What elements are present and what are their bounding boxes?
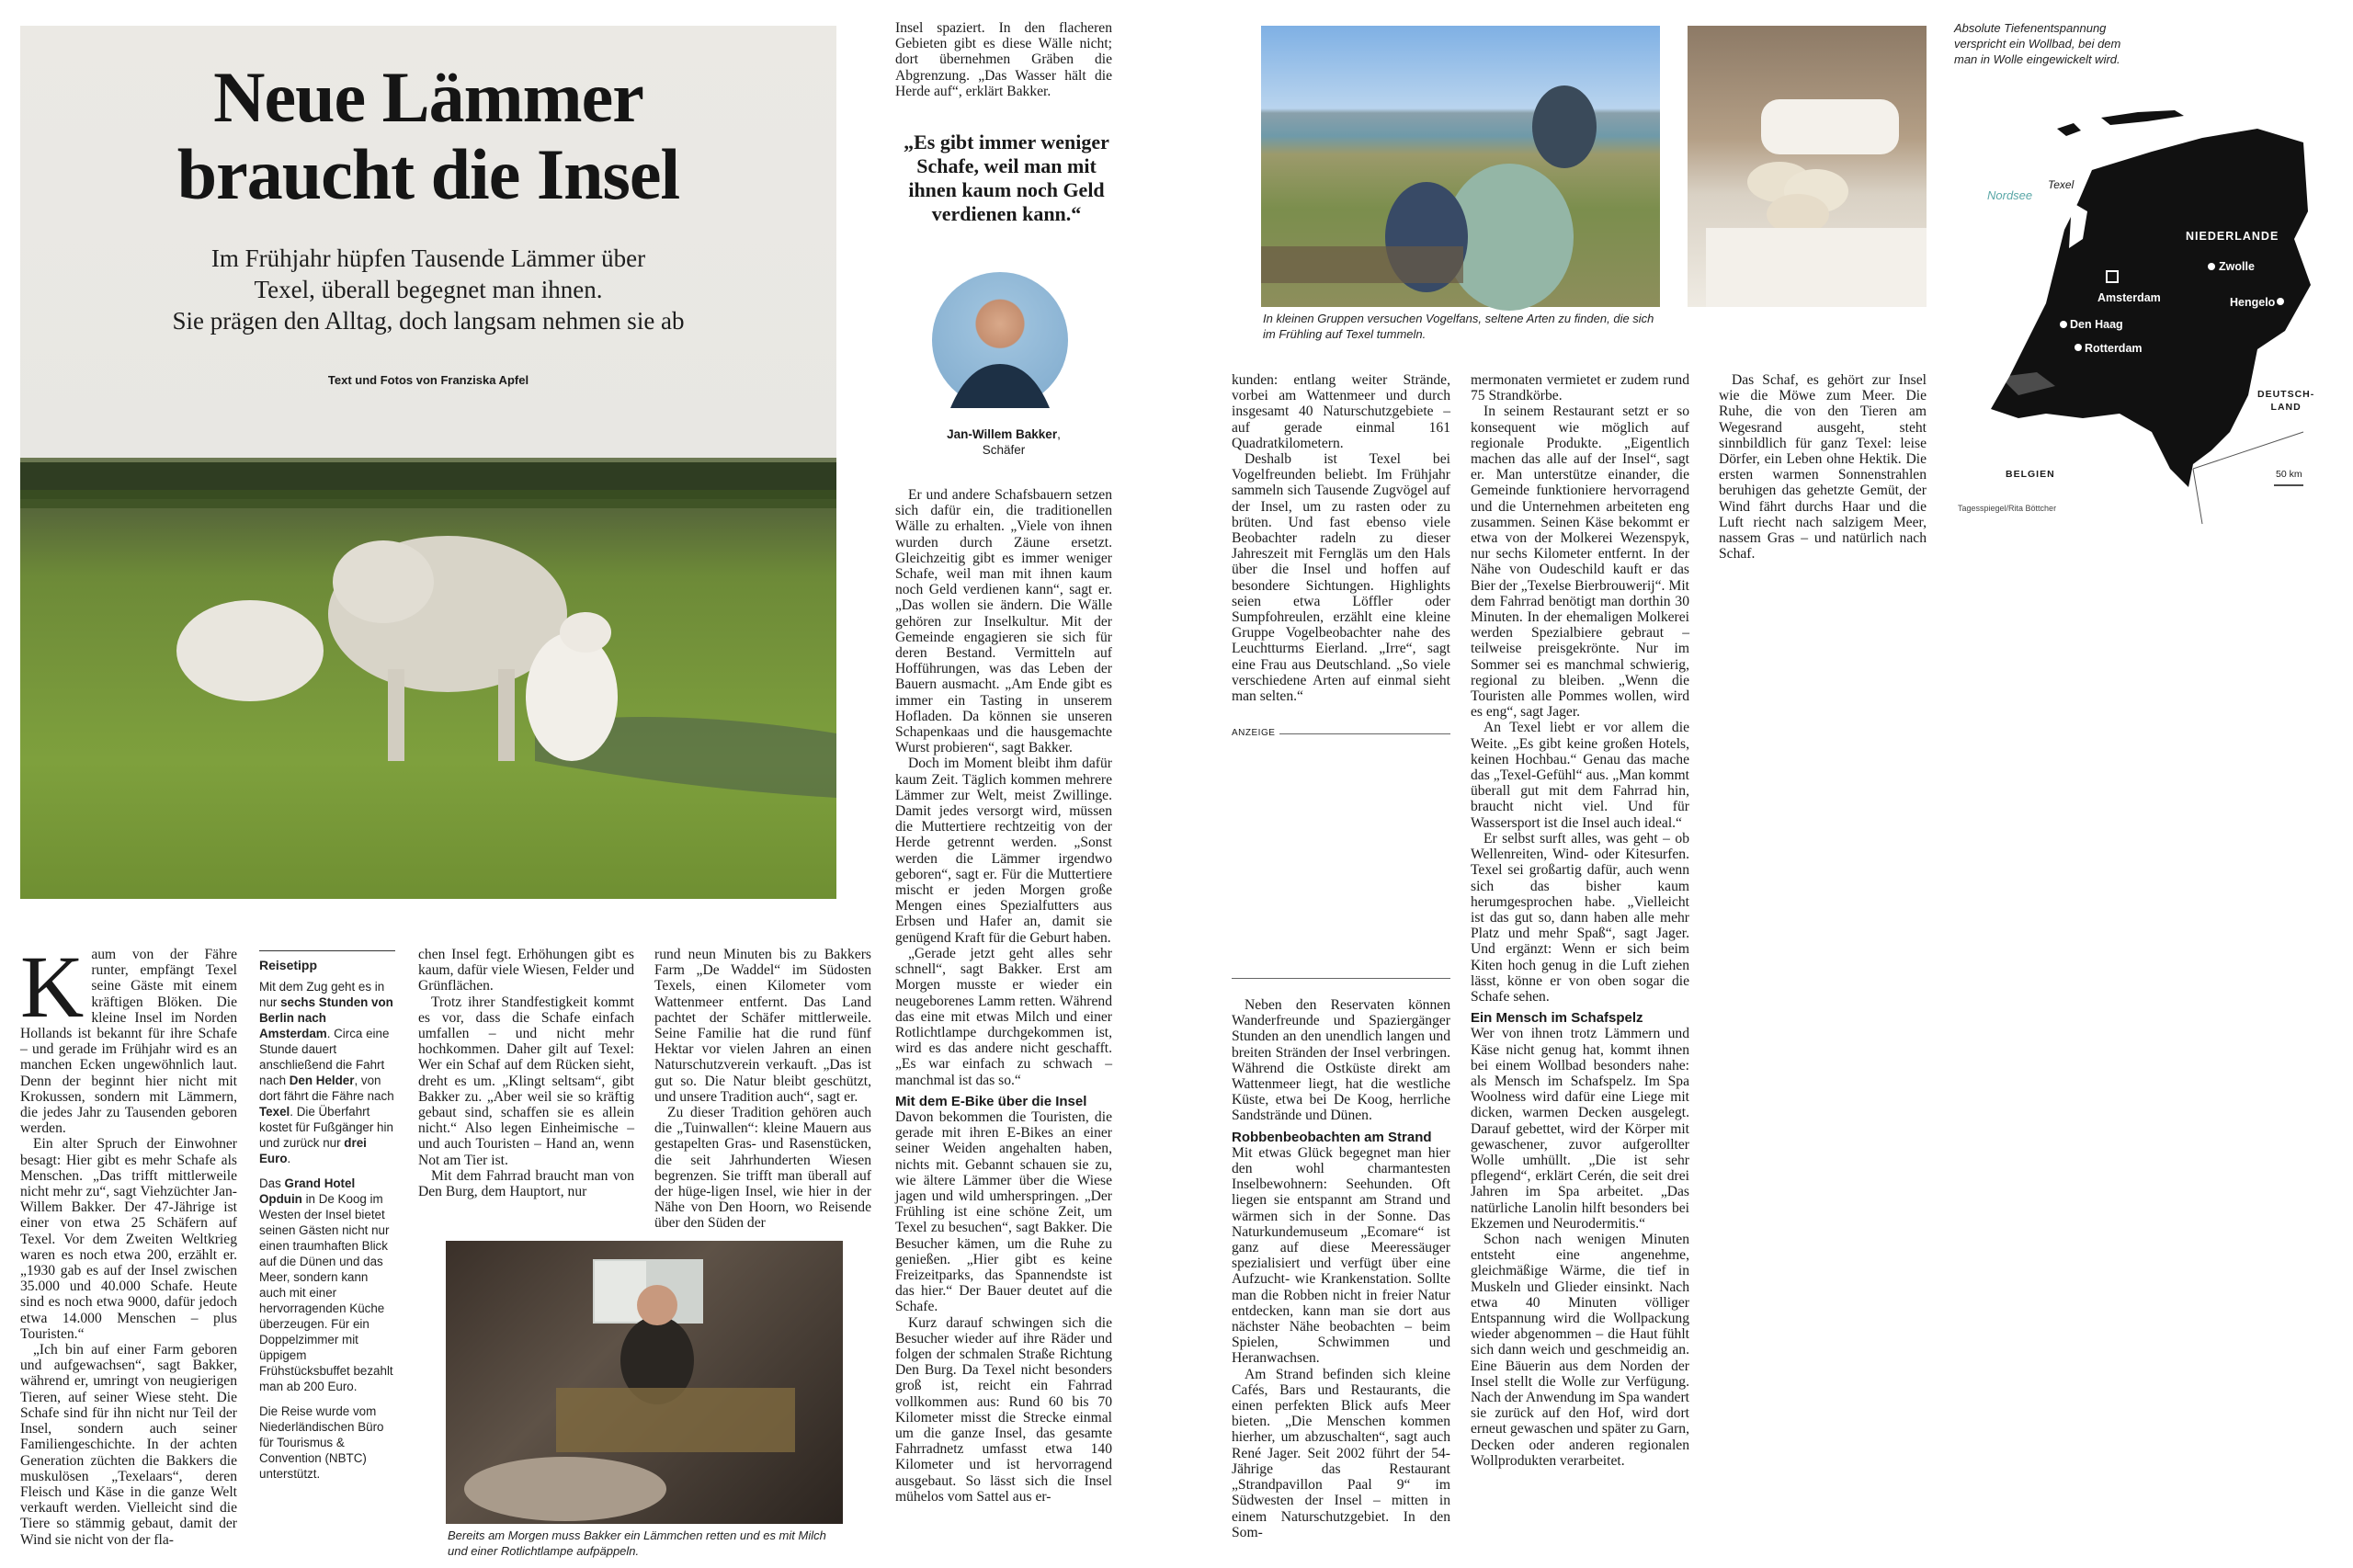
ad-label: ANZEIGE	[1232, 728, 1276, 738]
article-subtitle: Im Frühjahr hüpfen Tausende Lämmer über Texel, überall begegnet man ihnen. Sie prägen den Alltag, doch langsam nehmen sie ab	[172, 244, 685, 335]
paragraph: Doch im Moment bleibt ihm dafür kaum Zeit. Täglich kommen mehrere Lämmer zur Welt, meist Zwillinge. Damit jedes versorgt wird, müssen die Muttertiere rechtzeitig von der Herde getrennt werden. „Sonst werden die Lämmer irgendwo geboren“, sagt er. Für die Muttertiere mischt er jeden Morgen große Mengen eines Spezialfutters aus Erbsen und Hafer an, damit sie genügend Kraft für die Geburt haben.	[895, 756, 1112, 946]
paragraph: In seinem Restaurant setzt er so konsequent wie möglich auf regionale Produkte. „Eigentlich machen das alle auf der Insel“, sagt er. Man unterstütze einander, die Gemeinde funktioniere hervorragend und die Unternehmen arbeiteten eng zusammen. Seinen Käse bekommt er etwa von der Molkerei Wezenspyk, nur sechs Kilometer entfernt. In der Nähe von Oudeschild kauft er das Bier der „Texelse Bierbrouwerij“. Mit dem Fahrrad benötigt man dorthin 30 Minuten. In der ehemaligen Molkerei werden Spezialbiere gebraut – teilweise preisgekrönte. Nur im Sommer sei es manchmal schwierig, regional zu bleiben. „Wenn die Touristen alle Pommes wollen, wird es eng“, sagt Jager.	[1471, 403, 1689, 721]
infobox-title: Reisetipp	[259, 958, 318, 972]
paragraph: An Texel liebt er vor allem die Weite. „Es gibt keine großen Hotels, keinen Hochbau.“ Genau das mache das „Texel-Gefühl“ aus. „Man kommt überall gut mit dem Fahrrad hin, braucht nicht viel. Und für Wassersport ist die Insel auch ideal.“	[1471, 720, 1689, 831]
map-credit: Tagesspiegel/Rita Böttcher	[1958, 504, 2057, 513]
map-label-sea: Nordsee	[1987, 188, 2033, 202]
caption-spa: Absolute Tiefenentspannung verspricht ein Wollbad, bei dem man in Wolle eingewickelt wird.	[1954, 21, 2121, 66]
paragraph: mermonaten vermietet er zudem rund 75 Strandkörbe.	[1471, 372, 1689, 404]
text-column-6b	[1232, 997, 1450, 1562]
paragraph: Wer von ihnen trotz Lämmern und Käse nicht genug hat, kommt ihnen bei einem Wollbad besonders nahe: als Mensch im Schafspelz. Im Spa Woolness wird dafür eine Liege mit dicken, warmen Decken ausgelegt. Darauf gebettet, wird der Körper mit gewaschener, zuvor aufgerollter Wolle umhüllt. „Die ist sehr pflegend“, erklärt Cerén, die seit drei Jahren im Spa arbeitet. „Das natürliche Lanolin hilft besonders bei Ekzemen und Neurodermitis.“	[1471, 1026, 1689, 1232]
text-column-8	[1719, 372, 1927, 562]
text-column-5b	[895, 487, 1112, 1562]
paragraph: Deshalb ist Texel bei Vogelfreunden beliebt. Im Frühjahr sammeln sich Tausende Zugvögel auf der Insel, um zu rasten oder zu brüten. Und fast ebenso viele Beobachter radeln zu dieser Jahreszeit mit Ferngläs um den Hals über die Insel und hoffen auf besondere Sichtungen. Highlights seien etwa Löffler oder Sumpfohreulen, erzählt eine kleine Gruppe Vogelbeobachter nahe des Leuchtturms Eierland. „Irre“, sagt eine Frau aus Deutschland. „So viele verschiedene Arten auf einmal sieht man selten.“	[1232, 451, 1450, 705]
paragraph: Kurz darauf schwingen sich die Besucher wieder auf ihre Räder und folgen der schmalen Straße Richtung Den Burg. Da Texel nicht besonders groß ist, reicht ein Fahrrad vollkommen aus: Rund 60 bis 70 Kilometer misst die Strecke einmal um die ganze Insel, das gesamte Fahrradnetz umfasst etwa 140 Kilometer und ist hervorragend ausgebaut. So lässt sich die Insel mühelos vom Sattel aus er-	[895, 1314, 1112, 1505]
paragraph: chen Insel fegt. Erhöhungen gibt es kaum, dafür viele Wiesen, Felder und Grünflächen.	[418, 947, 634, 994]
paragraph: Zu dieser Tradition gehören auch die „Tuinwallen“: kleine Mauern aus gestapelten Gras- und Rasenstücken, die seit Jahrhunderten Wiesen begrenzen. Sie trifft man überall auf der hüge-ligen Insel, wie hier in der Nähe von Den Hoorn, wo Reisende über den Süden der	[654, 1105, 871, 1232]
map-label-texel: Texel	[2048, 178, 2075, 191]
map-label-belgium: BELGIEN	[2006, 469, 2055, 480]
paragraph: kunden: entlang weiter Strände, vorbei am Wattenmeer und durch insgesamt 40 Naturschutzgebiete – auf gerade einmal 161 Quadratkilometern.	[1232, 372, 1450, 451]
travel-tip-box: Reisetipp Mit dem Zug geht es in nur sechs Stunden von Berlin nach Amsterdam. Circa eine Stunde dauert anschließend die Fahrt nach Den Helder, von dort fährt die Fähre nach Texel. Die Überfahrt kostet für Fußgänger hin und zurück nur drei Euro. Das Grand Hotel Opduin in De Koog im Westen der Insel bietet seinen Gästen nicht nur einen traumhaften Blick auf die Dünen und das Meer, sondern kann auch mit einer hervorragenden Küche überzeugen. Für ein Doppelzimmer mit üppigem Frühstücksbuffet bezahlt man ab 200 Euro. Die Reise wurde vom Niederländischen Büro für Tourismus & Convention (NBTC) unterstützt.	[259, 958, 394, 1481]
paragraph: Das Schaf, es gehört zur Insel wie die Möwe zum Meer. Die Ruhe, die von den Tieren am Wegesrand ausgeht, steht sinnbildlich für ganz Texel: leise Dörfer, ein Leben ohne Hektik. Die ersten warmen Sonnenstrahlen beruhigen das gehetzte Gemüt, der Wind fährt durchs Haar und die Luft riecht nach salzigem Meer, nassem Gras – und natürlich nach Schaf.	[1719, 372, 1927, 562]
subheading-ebike: Mit dem E-Bike über die Insel	[895, 1093, 1087, 1109]
map-label-hengelo: Hengelo	[2230, 296, 2276, 309]
map-label-germany: DEUTSCH- LAND	[2257, 389, 2315, 413]
paragraph: „Gerade jetzt geht alles sehr schnell“, sagt Bakker. Erst am Morgen musste er wieder ein neugeborenes Lamm retten. Während das eine mit etwas Milch und einer Rotlichtlampe durchgekommen ist, wird es das andere nicht geschafft. „Es war einfach zu schwach – manchmal ist das so.“	[895, 945, 1112, 1088]
map-label-rotterdam: Rotterdam	[2085, 342, 2143, 355]
paragraph: Am Strand befinden sich kleine Cafés, Bars und Restaurants, die einen perfekten Blick aufs Meer bieten. „Die Menschen kommen hierher, um abzuschalten“, sagt auch René Jager. Seit 2002 führt der 54-Jährige das Restaurant „Strandpavillon Paal 9“ im Südwesten der Insel – mitten in einem Naturschutzgebiet. In den Som-	[1232, 1366, 1450, 1540]
map-scale: 50 km	[2276, 469, 2302, 480]
birders-photo	[1261, 26, 1660, 307]
author-credit: Text und Fotos von Franziska Apfel	[327, 373, 529, 387]
subheading-schafspelz: Ein Mensch im Schafspelz	[1471, 1010, 1643, 1027]
subheading-robben: Robbenbeobachten am Strand	[1232, 1129, 1432, 1145]
paragraph: Er und andere Schafsbauern setzen sich dafür ein, die traditionellen Wälle zu erhalten. „Viele von ihnen wurden durch Zäune ersetzt. Gleichzeitig gibt es immer weniger Schafe, weil man mit ihnen kaum noch Geld verdienen kann“, sagt er. „Das wollen sie ändern. Die Wälle gehören zur Inselkultur. Mit der Gemeinde engagieren sie sich für deren Bestand. Vermitteln auf Hofführungen, was das Leben der Bauern ausmacht. „Am Ende gibt es immer ein Tasting in unserem Hofladen. Da können sie unseren Schapenkaas und die hausgemachte Wurst probieren“, sagt Bakker.	[895, 487, 1112, 756]
paragraph: Insel spaziert. In den flacheren Gebieten gibt es diese Wälle nicht; dort übernehmen Gräben die Abgrenzung. „Das Wasser hält die Herde auf“, erklärt Bakker.	[895, 20, 1112, 99]
netherlands-map	[1954, 101, 2340, 524]
text-column-3	[418, 947, 634, 1222]
barn-photo-farmer	[446, 1241, 843, 1524]
paragraph: Er selbst surft alles, was geht – ob Wellenreiten, Wind- oder Kitesurfen. Texel sei großartig dafür, auch wenn sich das bisher kaum herumgesprochen habe. „Vielleicht ist das gut so, dann haben alle mehr Platz und mehr Spaß“, sagt Jager. Und ergänzt: Wenn er sich beim Kiten hoch genug in die Luft ziehen lässt, könne er von oben sogar die Schafe sehen.	[1471, 830, 1689, 1005]
paragraph: Ein alter Spruch der Einwohner besagt: Hier gibt es mehr Schafe als Menschen. „Das trifft mittlerweile nicht mehr zu“, sagt Viehzüchter Jan-Willem Bakker. Der 47-Jährige ist einer von etwa 25 Schäfern auf Texel. Vor dem Zweiten Weltkrieg waren es noch etwa 200, erzählt er. „1930 gab es auf der Insel zwischen 35.000 und 40.000 Schafe. Heute sind es noch etwa 9000, dafür jedoch etwa 14.000 Menschen – plus Touristen.“	[20, 1136, 237, 1342]
paragraph: Trotz ihrer Standfestigkeit kommt es vor, dass die Schafe einfach umfallen – und nicht mehr hochkommen. Daher gilt auf Texel: Wer ein Schaf auf dem Rücken sieht, dreht es um. „Klingt seltsam“, gibt Bakker zu. „Aber weil sie so kräftig gebaut sind, schaffen sie es allein nicht.“ Also legen Einheimische – und auch Touristen – Hand an, wenn Not am Tier ist.	[418, 994, 634, 1168]
text-column-1	[20, 937, 237, 1561]
map-label-country: NIEDERLANDE	[2186, 230, 2279, 243]
text-column-4	[654, 947, 871, 1232]
text-column-7	[1471, 372, 1689, 1562]
text-column-6	[1232, 372, 1450, 714]
paragraph: aum von der Fähre runter, empfängt Texel seine Gäste mit einem kräftigen Blöken. Die kleine Insel im Norden Hollands ist bekannt für ihre Schafe – und gerade im Frühjahr wird es an manchen Ecken ungewöhnlich laut. Denn der beginnt hier nicht mit Krokussen, sondern mit Lämmern, die jedes Jahr zu Tausenden geboren werden.	[20, 947, 237, 1137]
paragraph: Mit dem Fahrrad braucht man von Den Burg, dem Hauptort, nur	[418, 1167, 634, 1200]
paragraph: Schon nach wenigen Minuten entsteht eine angenehme, gleichmäßige Wärme, die tief in Muskeln und Glieder einsinkt. Nach etwa 40 Minuten völliger Entspannung wird die Wollpackung wieder abgenommen – die Haut fühlt sich dann weich und geschmeidig an. Eine Bäuerin aus dem Norden der Insel stellt die Wolle zur Verfügung. Nach der Anwendung im Spa wandert sie zurück auf den Hof, wird dort erneut gewaschen und später zu Garn, Decken oder anderen regionalen Wollprodukten verarbeitet.	[1471, 1231, 1689, 1469]
map-label-zwolle: Zwolle	[2219, 260, 2255, 273]
paragraph: „Ich bin auf einer Farm geboren und aufgewachsen“, sagt Bakker, während er, umringt von neugierigen Tieren, auf seiner Wiese steht. Die Schafe sind für ihn nicht nur Teil der Insel, sondern auch seiner Familiengeschichte. In der achten Generation züchten die Bakkers die muskulösen „Texelaars“, deren Fleisch und Käse in die ganze Welt verkauft werden. Vielleicht sind die Tiere so stämmig gebaut, damit der Wind sie nicht von der fla-	[20, 1342, 237, 1548]
portrait-caption: Jan-Willem Bakker, Schäfer	[947, 427, 1061, 457]
paragraph: rund neun Minuten bis zu Bakkers Farm „De Waddel“ im Südosten Texels, einen Kilometer vom Wattenmeer entfernt. Das Land pachtet der Schäfer mittlerweile. Seine Familie hat die rund fünf Hektar vor vielen Jahren an einen Naturschutzverein verkauft. „Das ist gut so. Die Natur bleibt geschützt, und unsere Tradition auch“, sagt er.	[654, 947, 871, 1105]
article-title: Neue Lämmer braucht die Insel	[176, 57, 680, 214]
map-label-amsterdam: Amsterdam	[2097, 291, 2161, 304]
caption-birders: In kleinen Gruppen versuchen Vogelfans, seltene Arten zu finden, die sich im Frühling auf Texel tummeln.	[1263, 312, 1654, 341]
pull-quote: „Es gibt immer weniger Schafe, weil man mit ihnen kaum noch Geld verdienen kann.“	[904, 131, 1109, 225]
portrait-jan-willem-bakker	[932, 272, 1068, 408]
paragraph: Neben den Reservaten können Wanderfreunde und Spaziergänger Stunden an den unendlich langen und breiten Stränden der Insel verbringen. Während die Ostküste direkt am Wattenmeer liegt, hat die westliche Küste, etwa bei De Koog, herrliche Sandstrände und Dünen.	[1232, 997, 1450, 1124]
paragraph: Davon bekommen die Touristen, die gerade mit ihren E-Bikes an einer seiner Weiden angehalten haben, nichts mit. Gebannt schauen sie zu, wie ältere Lämmer über die Wiese jagen und wild umherspringen. „Der Frühling ist eine schöne Zeit, um Texel zu besuchen“, sagt Bakker. Die Besucher kämen, um die Ruhe zu genießen. „Hier gibt es keine Freizeitparks, das Spannendste ist das hier.“ Der Bauer deutet auf die Schafe.	[895, 1108, 1112, 1315]
map-label-den-haag: Den Haag	[2070, 318, 2123, 331]
paragraph: Mit etwas Glück begegnet man hier den wohl charmantesten Inselbewohnern: Seehunden. Oft liegen sie entspannt am Strand und wärmen sich in der Sonne. Das Naturkundemuseum „Ecomare“ ist ganz auf diese Meeressäuger spezialisiert und verfügt über eine Aufzucht- wie Krankenstation. Sollte man die Robben nicht in freier Natur entdecken, kann man sie dort aus nächster Nähe beobachten – beim Spielen, Schwimmen und Heranwachsen.	[1232, 1144, 1450, 1367]
spa-photo-wool	[1688, 26, 1927, 307]
caption-barn: Bereits am Morgen muss Bakker ein Lämmchen retten und es mit Milch und einer Rotlichtlampe aufpäppeln.	[448, 1528, 826, 1558]
text-column-5	[895, 20, 1112, 123]
drop-cap: K	[20, 937, 85, 1036]
